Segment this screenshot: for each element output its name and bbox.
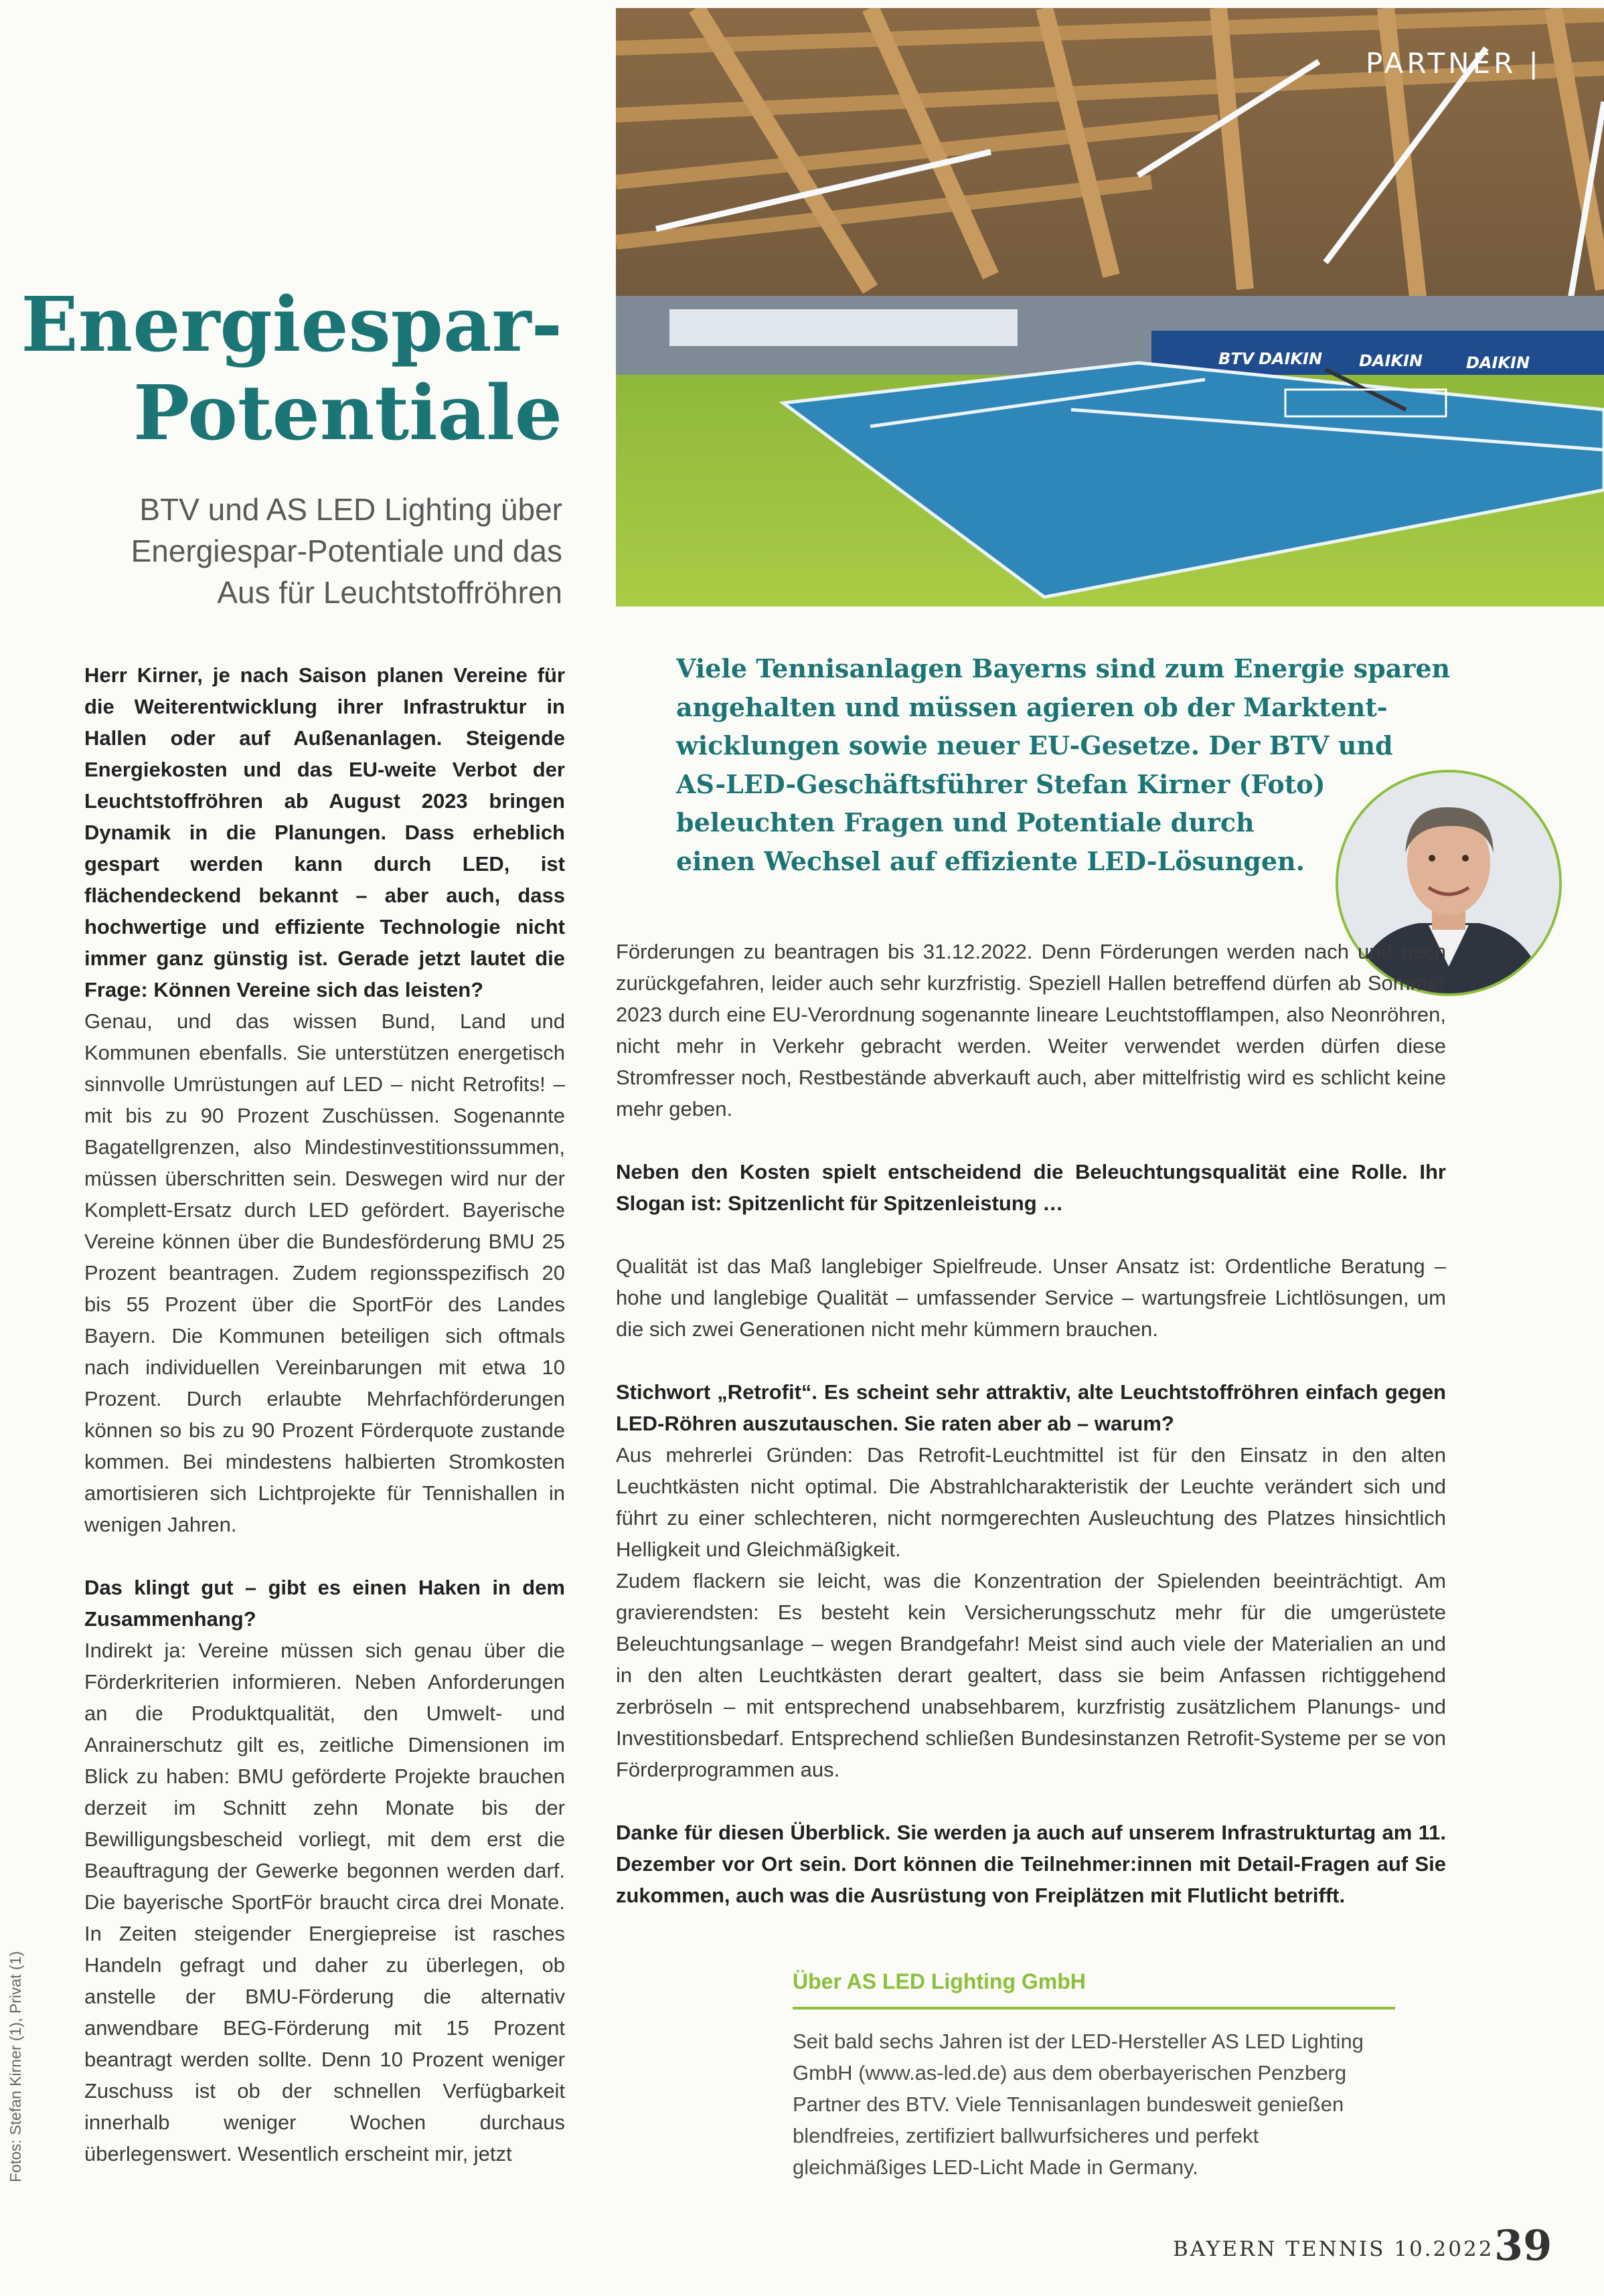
teaser-line: wicklungen sowie neuer EU-Gesetze. Der BTV und — [676, 730, 1393, 760]
banner-text-daikin-3: DAIKIN — [1466, 353, 1530, 372]
question-5: Danke für diesen Überblick. Sie werden ja auch auf unserem Infrastrukturtag am 11. Dezember vor Ort sein. Dort können die Teilnehmer:innen mit Detail-Fragen auf Sie zukommen, auch was die Ausrüstung von Freiplätzen mit Flutlicht betrifft. — [616, 1821, 1446, 1907]
photo-credits: Fotos: Stefan Kirner (1), Privat (1) — [7, 1951, 24, 2182]
answer-2: Indirekt ja: Vereine müssen sich genau über die Förderkriterien informieren. Neben Anforderungen an die Produktqualität, den Umwelt- und Anrainerschutz gilt es, zeitliche Dimensionen im Blick zu haben: BMU geförderte Projekte brauchen derzeit im Schnitt zehn Monate bis der Bewilligungsbescheid vorliegt, mit dem erst die Beauftragung der Gewerke begonnen werden darf. Die bayerische SportFör braucht circa drei Monate. In Zeiten steigender Energiepreise ist rasches Handeln gefragt und daher zu überlegen, ob anstelle der BMU-Förderung die alternativ anwendbare BEG-Förderung mit 15 Prozent beantragt werden sollte. Denn 10 Prozent weniger Zuschuss ist ob der schnellen Verfügbarkeit innerhalb weniger Wochen durchaus überlegenswert. Wesentlich erscheint mir, jetzt — [84, 1639, 565, 2165]
answer-2-continued: Förderungen zu beantragen bis 31.12.2022. Denn Förderungen werden nach und nach zurückgefahren, leider auch sehr kurzfristig. Speziell Hallen betreffend dürfen ab Sommer 2023 durch eine EU-Verordnung sogenannte lineare Leuchtstofflampen, also Neonröhren, nicht mehr in Verkehr gebracht werden. Weiter verwendet werden dürfen diese Stromfresser noch, Restbestände abverkauft auch, aber mittelfristig wird es schlicht keine mehr geben. — [616, 940, 1446, 1121]
subtitle-line-1: BTV und AS LED Lighting über — [139, 492, 562, 527]
banner-text-btv: BTV — [1218, 349, 1255, 368]
title-line-1: Energiespar- — [21, 281, 562, 369]
title-line-2: Potentiale — [133, 370, 562, 457]
footer-publication: BAYERN TENNIS 10.2022 — [1173, 2237, 1494, 2261]
question-3: Neben den Kosten spielt entscheidend die Beleuchtungsqualität eine Rolle. Ihr Slogan ist: Spitzenlicht für Spitzenleistung … — [616, 1160, 1446, 1215]
question-2: Das klingt gut – gibt es einen Haken in dem Zusammenhang? — [84, 1576, 565, 1631]
hero-photo-tennis-hall — [616, 8, 1604, 606]
info-box-text: Seit bald sechs Jahren ist der LED-Hersteller AS LED Lighting GmbH (www.as-led.de) aus dem oberbayerischen Penzberg Partner des BTV. Viele Tennisanlagen bundesweit genießen blendfreies, zertifiziert ballwurfsicheres und perfekt gleichmäßiges LED-Licht Made in Germany. — [793, 2030, 1364, 2179]
right-column — [616, 936, 1446, 1911]
teaser-line: AS-LED-Geschäftsführer Stefan Kirner (Foto) — [676, 768, 1326, 799]
teaser-line: Viele Tennisanlagen Bayerns sind zum Energie sparen — [676, 653, 1451, 683]
answer-4a: Aus mehrerlei Gründen: Das Retrofit-Leuchtmittel ist für den Einsatz in den alten Leuchtkästen nicht optimal. Die Abstrahlcharakteristik der Leuchte verändert sich und führt zu einer schlechteren, nicht normgerechten Ausleuchtung des Platzes hinsichtlich Helligkeit und Gleichmäßigkeit. — [616, 1443, 1446, 1561]
left-column — [84, 659, 565, 2169]
question-1: Herr Kirner, je nach Saison planen Vereine für die Weiterentwicklung ihrer Infrastruktur in Hallen oder auf Außenanlagen. Steigende Energiekosten und das EU-weite Verbot der Leuchtstoffröhren ab August 2023 bringen Dynamik in die Planungen. Dass erheblich gespart werden kann durch LED, ist flächendeckend bekannt – aber auch, dass hochwertige und effiziente Technologie nicht immer ganz günstig ist. Gerade jetzt lautet die Frage: Können Vereine sich das leisten? — [84, 663, 565, 1001]
page-number: 39 — [1494, 2221, 1552, 2270]
teaser-line: angehalten und müssen agieren ob der Marktent- — [676, 691, 1388, 722]
banner-text-daikin-1: DAIKIN — [1259, 349, 1323, 368]
article-title — [0, 281, 562, 458]
answer-4b: Zudem flackern sie leicht, was die Konzentration der Spielenden beeinträchtigt. Am gravierendsten: Es besteht kein Versicherungsschutz mehr für die umgerüstete Beleuchtungsanlage – wegen Brandgefahr! Meist sind auch viele der Materialien an und in den alten Leuchtkästen derart gealtert, dass sie beim Anfassen richtiggehend zerbröseln – mit entsprechend unabsehbarem, kurzfristig zusätzlichem Planungs- und Investitionsbedarf. Entsprechend schließen Bundesinstanzen Retrofit-Systeme per se von Förderprogrammen aus. — [616, 1569, 1446, 1781]
info-box-title: Über AS LED Lighting GmbH — [793, 1969, 1086, 1993]
tennis-hall-illustration — [616, 8, 1604, 606]
banner-text-daikin-2: DAIKIN — [1359, 351, 1423, 370]
answer-3: Qualität ist das Maß langlebiger Spielfreude. Unser Ansatz ist: Ordentliche Beratung – hohe und langlebige Qualität – umfassender Service – wartungsfreie Lichtlösungen, um die sich zwei Generationen nicht mehr kümmern brauchen. — [616, 1254, 1446, 1341]
subtitle-line-3: Aus für Leuchtstoffröhren — [217, 575, 562, 610]
question-4: Stichwort „Retrofit“. Es scheint sehr attraktiv, alte Leuchtstoffröhren einfach gegen LED-Röhren auszutauschen. Sie raten aber ab – warum? — [616, 1380, 1446, 1435]
subtitle-line-2: Energiespar-Potentiale und das — [131, 534, 562, 568]
info-box-divider — [793, 2007, 1395, 2010]
teaser-line: beleuchten Fragen und Potentiale durch — [676, 807, 1255, 837]
section-tag: PARTNER | — [1366, 47, 1542, 80]
teaser-line: einen Wechsel auf effiziente LED-Lösungen. — [676, 845, 1305, 876]
article-subtitle — [40, 489, 562, 613]
answer-1: Genau, und das wissen Bund, Land und Kommunen ebenfalls. Sie unterstützen energetisch sinnvolle Umrüstungen auf LED – nicht Retrofits! – mit bis zu 90 Prozent Zuschüssen. Sogenannte Bagatellgrenzen, also Mindestinvestitionssummen, müssen überschritten sein. Deswegen wird nur der Komplett-Ersatz durch LED gefördert. Bayerische Vereine können über die Bundesförderung BMU 25 Prozent beantragen. Zudem regionsspezifisch 20 bis 55 Prozent über die SportFör des Landes Bayern. Die Kommunen beteiligen sich oftmals nach individuellen Vereinbarungen mit etwa 10 Prozent. Durch erlaubte Mehrfachförderungen können so bis zu 90 Prozent Förderquote zustande kommen. Bei mindestens halbierten Stromkosten amortisieren sich Lichtprojekte für Tennishallen in wenigen Jahren. — [84, 1009, 565, 1536]
